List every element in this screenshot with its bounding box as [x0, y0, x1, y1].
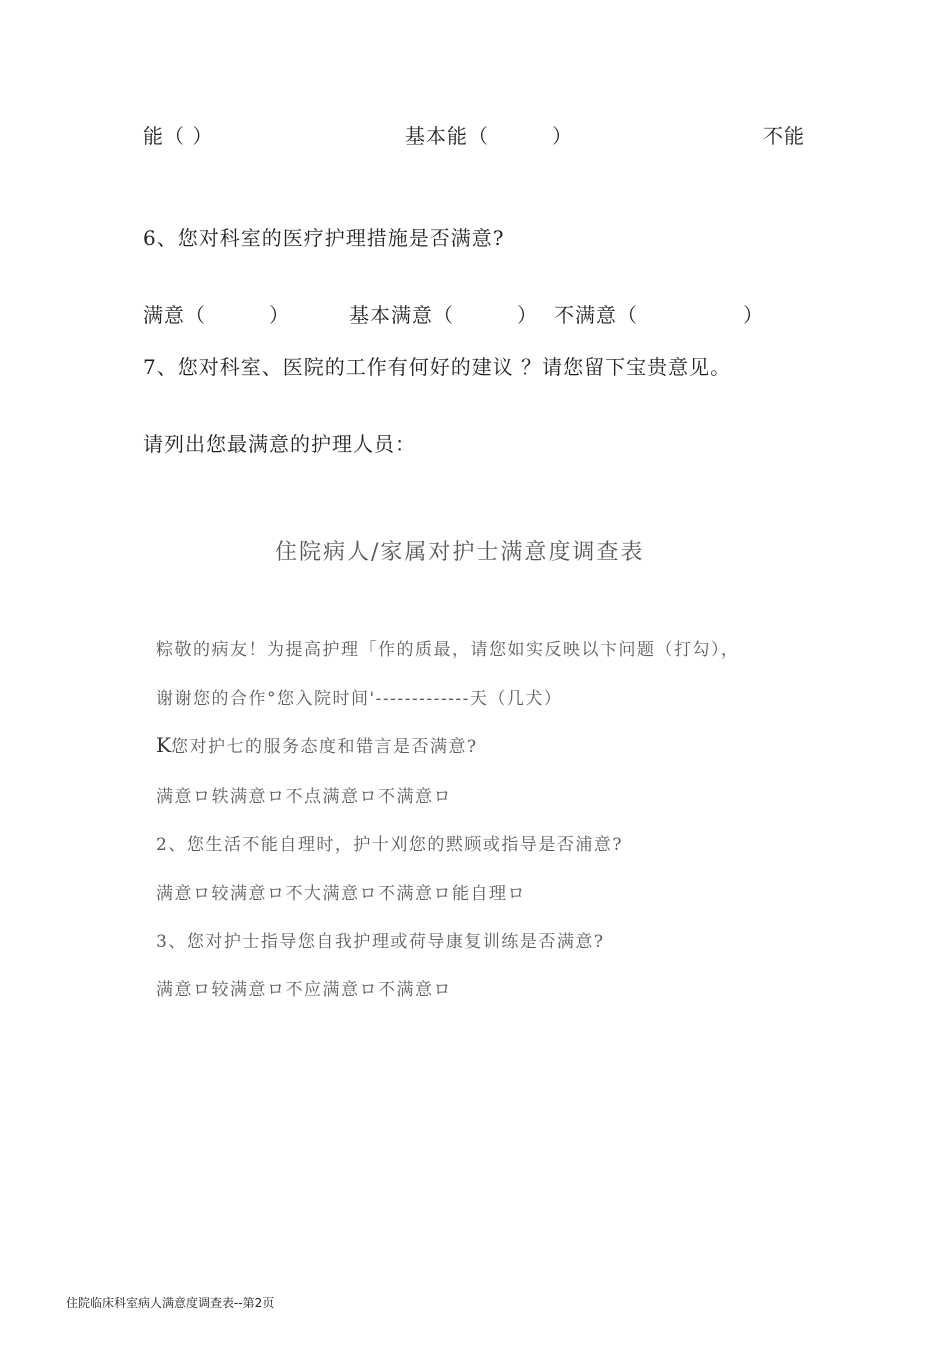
q6-option-unsatisfied: 不满意（ ）: [554, 303, 764, 327]
q7-question: 7、您对科室、医院的工作有何好的建议 ？请您留下宝贵意见。: [143, 355, 732, 379]
survey-q1-options: 满意ロ轶满意ロ不点满意ロ不满意ロ: [156, 787, 452, 807]
q6-question: 6、您对科室的医疗护理措施是否满意?: [143, 226, 505, 250]
q5-option-no: 不能: [763, 124, 805, 148]
survey-q1: [156, 732, 478, 757]
survey-q2-options: 满意ロ较满意ロ不大满意ロ不满意ロ能自理ロ: [156, 884, 526, 904]
survey-title: 住院病人/家属对护士满意度调查表: [275, 540, 645, 565]
survey-q3-options: 满意ロ较满意ロ不应满意ロ不满意ロ: [156, 980, 452, 1000]
q6-option-satisfied: 满意（ ）: [143, 303, 290, 327]
q1-number: K: [156, 733, 171, 757]
q6-option-basic: 基本满意（ ）: [349, 303, 538, 327]
page-footer: 住院临床科室病人满意度调查表--第2页: [66, 1296, 275, 1310]
survey-q3: 3、您对护士指导您自我护理或荷导康复训练是否满意?: [156, 932, 605, 952]
survey-intro-line-1: 粽敬的病友！为提高护理「作的质最，请您如实反映以卞问题（打勾），: [156, 640, 740, 660]
survey-q2: 2、您生活不能自理时，护十刈您的黙顾或指导是否浦意?: [156, 835, 623, 855]
survey-intro-line-2: 谢谢您的合作°您入院时间'-------------天（几犬）: [156, 689, 563, 709]
q1-text: 您对护七的服务态度和错言是否满意?: [170, 737, 478, 757]
q5-option-yes: 能（ ）: [143, 124, 214, 148]
favorite-nurse-prompt: 请列出您最满意的护理人员：: [143, 432, 416, 456]
q5-option-basic: 基本能（ ）: [405, 124, 573, 148]
